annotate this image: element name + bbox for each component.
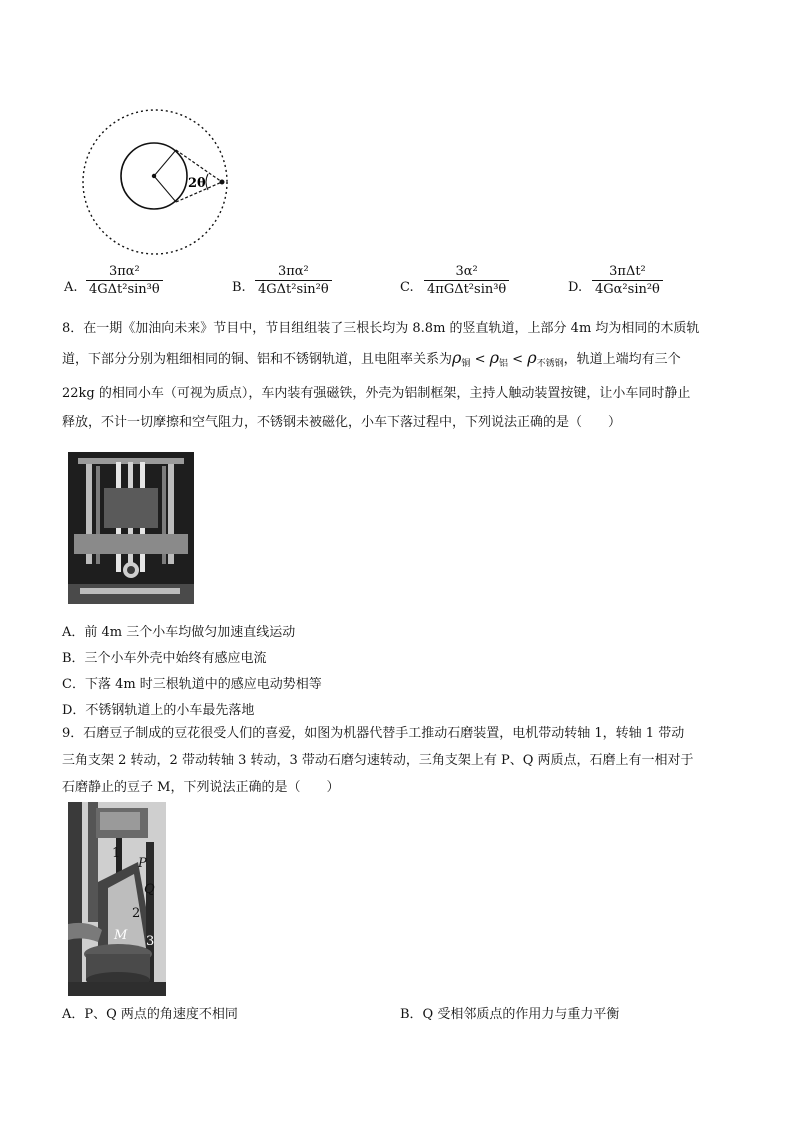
q7-option-b-letter: B.: [232, 280, 246, 295]
q7-option-d-letter: D.: [568, 280, 583, 295]
q7-option-a-letter: A.: [64, 280, 78, 295]
q7-option-b-denominator: 4GΔt²sin²θ: [258, 282, 329, 297]
rho-aluminum: ρ: [489, 348, 500, 367]
q7-option-d-denominator: 4Gα²sin²θ: [595, 282, 660, 297]
q9-line-2: 三角支架 2 转动，2 带动转轴 3 转动，3 带动石磨匀速转动，三角支架上有 P、Q 两质点，石磨上有一相对于: [62, 753, 694, 768]
q7-option-d-fraction: [592, 264, 663, 297]
mill-label-m: M: [114, 928, 128, 943]
less-than-1: <: [470, 352, 490, 367]
q8-line-4: 释放，不计一切摩擦和空气阻力，不锈钢未被磁化，小车下落过程中，下列说法正确的是（ ）: [62, 415, 622, 430]
q8-line-2-tail: ，轨道上端均有三个: [563, 352, 681, 367]
mill-label-2: 2: [132, 906, 141, 921]
q7-option-a-denominator: 4GΔt²sin³θ: [89, 282, 160, 297]
q8-track-photo: [68, 452, 194, 604]
q9-option-a: A．P、Q 两点的角速度不相同: [62, 1007, 238, 1022]
q9-line-3: 石磨静止的豆子 M，下列说法正确的是（ ）: [62, 780, 340, 795]
q8-option-a: A．前 4m 三个小车均做匀加速直线运动: [62, 625, 296, 640]
q7-option-b-fraction: [255, 264, 332, 297]
mill-label-q: Q: [144, 882, 155, 897]
angle-label: 2θ: [188, 176, 206, 191]
radius-line-bottom: [154, 176, 176, 202]
q8-stem: [62, 314, 738, 437]
orbit-figure: [80, 100, 250, 270]
q7-option-a-numerator: 3πα²: [108, 264, 140, 279]
q8-line-2: [62, 343, 738, 379]
rho-steel: ρ: [527, 348, 537, 367]
mill-label-1: 1: [112, 846, 121, 861]
angle-arc: [206, 174, 208, 190]
q8-option-d: D．不锈钢轨道上的小车最先落地: [62, 703, 255, 718]
q9-option-b: B．Q 受相邻质点的作用力与重力平衡: [400, 1007, 620, 1022]
q8-line-2-text: 道，下部分分别为粗细相同的铜、铝和不锈钢轨道，且电阻率关系为: [62, 352, 453, 367]
mill-label-p: P: [138, 856, 147, 871]
rho-aluminum-sub: 铝: [499, 359, 509, 369]
rho-copper-sub: 铜: [461, 359, 471, 369]
q7-option-c-letter: C.: [400, 280, 414, 295]
mill-label-3: 3: [146, 934, 155, 949]
q7-option-c-fraction: [424, 264, 509, 297]
q7-option-d-numerator: 3πΔt²: [609, 264, 646, 279]
q9-mill-photo: [68, 802, 166, 996]
track-photo-drawing: [68, 452, 194, 604]
satellite-dot: [220, 180, 225, 185]
q9-stem: [62, 720, 738, 801]
radius-line-top: [154, 150, 176, 176]
mill-photo-drawing: [68, 802, 166, 996]
rho-steel-sub: 不锈钢: [536, 359, 564, 369]
q8-line-3: 22kg 的相同小车（可视为质点），车内装有强磁铁，外壳为铝制框架，主持人触动装置按键，让小车同时静止: [62, 386, 691, 401]
q8-line-1: 8．在一期《加油向未来》节目中，节目组组装了三根长均为 8.8m 的竖直轨道，上部分 4m 均为相同的木质轨: [62, 321, 700, 336]
q8-option-b: B．三个小车外壳中始终有感应电流: [62, 651, 267, 666]
q7-option-b-numerator: 3πα²: [277, 264, 309, 279]
q7-option-c-denominator: 4πGΔt²sin³θ: [427, 282, 507, 297]
q9-line-1: 9．石磨豆子制成的豆花很受人们的喜爱，如图为机器代替手工推动石磨装置，电机带动转轴 1，转轴 1 带动: [62, 726, 685, 741]
less-than-2: <: [508, 352, 528, 367]
q8-option-c: C．下落 4m 时三根轨道中的感应电动势相等: [62, 677, 322, 692]
q7-option-a-fraction: [86, 264, 163, 297]
rho-copper: ρ: [452, 348, 462, 367]
q7-option-c-numerator: 3α²: [455, 264, 478, 279]
